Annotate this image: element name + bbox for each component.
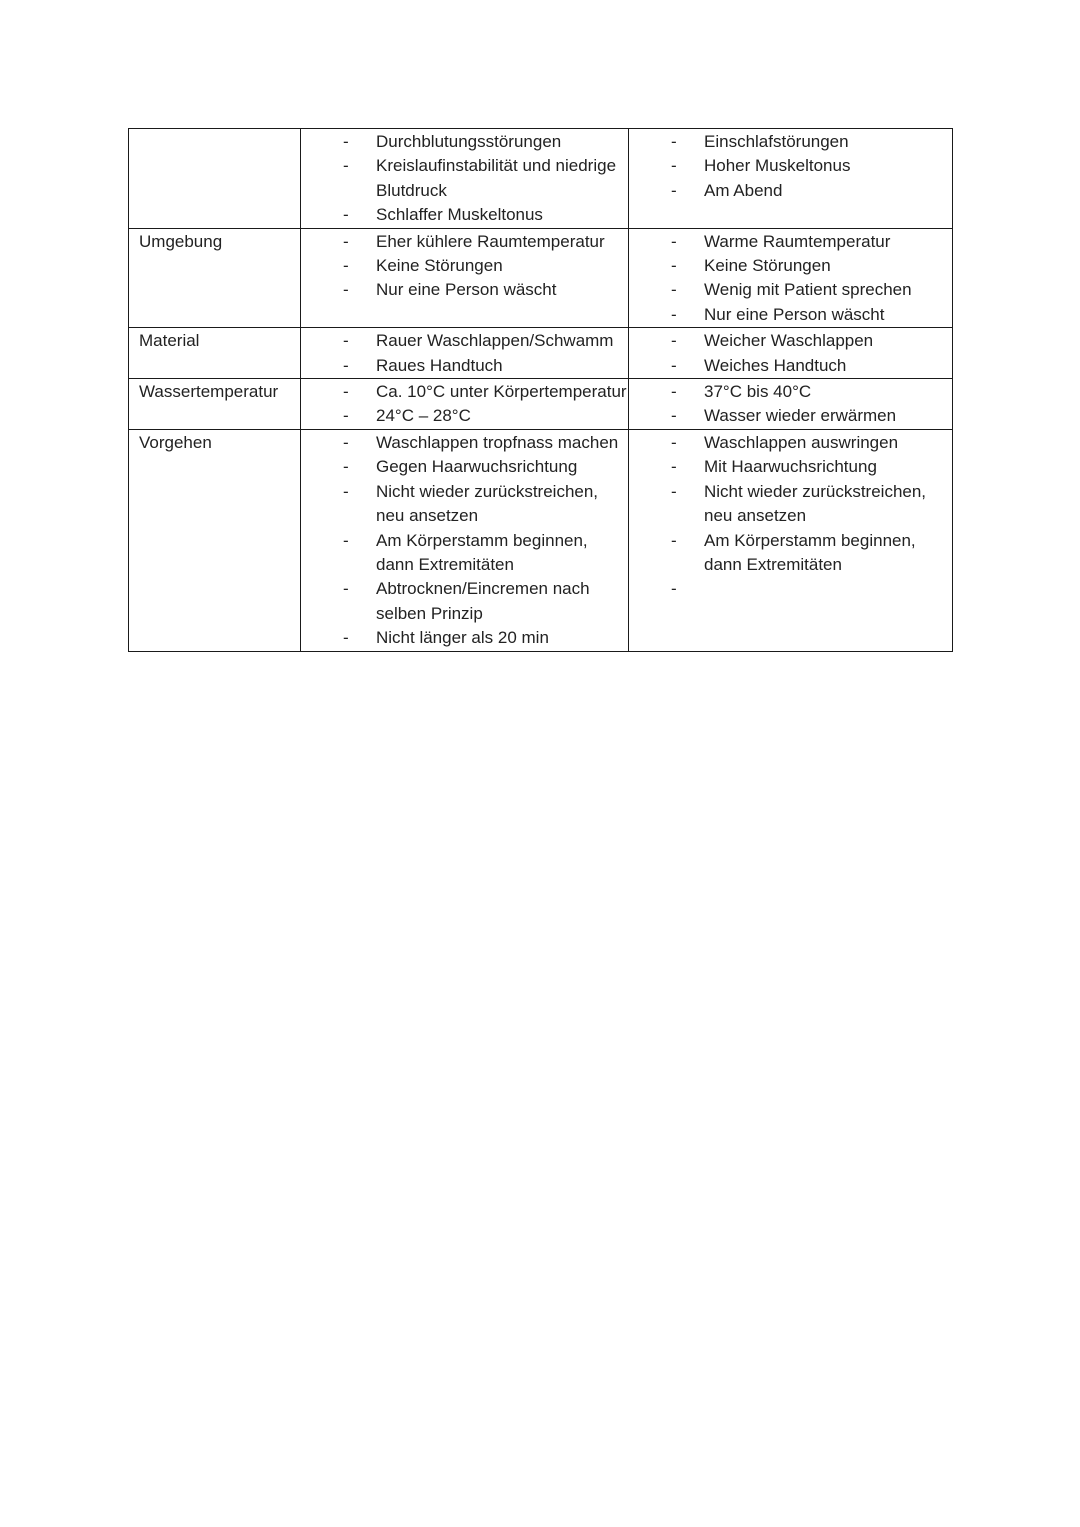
list-item: - 24°C – 28°C [301, 404, 628, 428]
row-label: Wassertemperatur [139, 382, 279, 402]
row-label: Umgebung [139, 231, 223, 251]
table-row [129, 379, 953, 430]
row-label-cell [129, 379, 301, 430]
warm-wash-cell [629, 129, 953, 229]
list-item: - Mit Haarwuchsrichtung [629, 455, 952, 479]
bullet-list [301, 430, 628, 651]
cold-wash-cell [301, 228, 629, 328]
list-item: - Hoher Muskeltonus [629, 154, 952, 178]
cold-wash-cell [301, 429, 629, 651]
list-item: - Warme Raumtemperatur [629, 230, 952, 254]
list-item: - Durchblutungsstörungen [301, 130, 628, 154]
list-item: - Raues Handtuch [301, 354, 628, 378]
warm-wash-cell [629, 379, 953, 430]
bullet-list [629, 379, 952, 429]
warm-wash-cell [629, 328, 953, 379]
table-row [129, 429, 953, 651]
table-body [129, 129, 953, 652]
list-item: - Gegen Haarwuchsrichtung [301, 455, 628, 479]
bullet-list [301, 379, 628, 429]
list-item: - Keine Störungen [301, 254, 628, 278]
list-item: - 37°C bis 40°C [629, 380, 952, 404]
row-label-cell [129, 429, 301, 651]
list-item: - Weicher Waschlappen [629, 329, 952, 353]
bullet-list [629, 430, 952, 602]
list-item: - Schlaffer Muskeltonus [301, 203, 628, 227]
list-item: - Eher kühlere Raumtemperatur [301, 230, 628, 254]
warm-wash-cell [629, 429, 953, 651]
bullet-list [301, 129, 628, 228]
list-item: - Rauer Waschlappen/Schwamm [301, 329, 628, 353]
table-row [129, 328, 953, 379]
row-label: Material [139, 331, 200, 351]
list-item: - Nur eine Person wäscht [629, 303, 952, 327]
list-item: - Weiches Handtuch [629, 354, 952, 378]
row-label-cell [129, 328, 301, 379]
list-item: - Einschlafstörungen [629, 130, 952, 154]
list-item: - Am Körperstamm beginnen, dann Extremitäten [629, 529, 952, 578]
list-item: - Waschlappen tropfnass machen [301, 431, 628, 455]
bullet-list [301, 229, 628, 303]
row-label-cell [129, 129, 301, 229]
row-label: Vorgehen [139, 432, 212, 452]
table-row [129, 129, 953, 229]
cold-wash-cell [301, 379, 629, 430]
bullet-list [629, 229, 952, 328]
bullet-list [301, 328, 628, 378]
list-item: - Wasser wieder erwärmen [629, 404, 952, 428]
list-item: - Nicht länger als 20 min [301, 626, 628, 650]
cold-wash-cell [301, 328, 629, 379]
list-item: - Nur eine Person wäscht [301, 278, 628, 302]
table-row [129, 228, 953, 328]
list-item: - Am Körperstamm beginnen, dann Extremitäten [301, 529, 628, 578]
list-item: - Nicht wieder zurückstreichen, neu ansetzen [301, 480, 628, 529]
list-item: - Keine Störungen [629, 254, 952, 278]
cold-wash-cell [301, 129, 629, 229]
list-item: - Wenig mit Patient sprechen [629, 278, 952, 302]
list-item: - Waschlappen auswringen [629, 431, 952, 455]
list-item: - Abtrocknen/Eincremen nach selben Prinzip [301, 577, 628, 626]
bullet-list [629, 129, 952, 203]
list-item: - Kreislaufinstabilität und niedrige Blutdruck [301, 154, 628, 203]
list-item [629, 577, 952, 601]
row-label-cell [129, 228, 301, 328]
warm-wash-cell [629, 228, 953, 328]
bullet-list [629, 328, 952, 378]
list-item: - Nicht wieder zurückstreichen, neu ansetzen [629, 480, 952, 529]
comparison-table [128, 128, 953, 652]
list-item: - Am Abend [629, 179, 952, 203]
list-item: - Ca. 10°C unter Körpertemperatur [301, 380, 628, 404]
